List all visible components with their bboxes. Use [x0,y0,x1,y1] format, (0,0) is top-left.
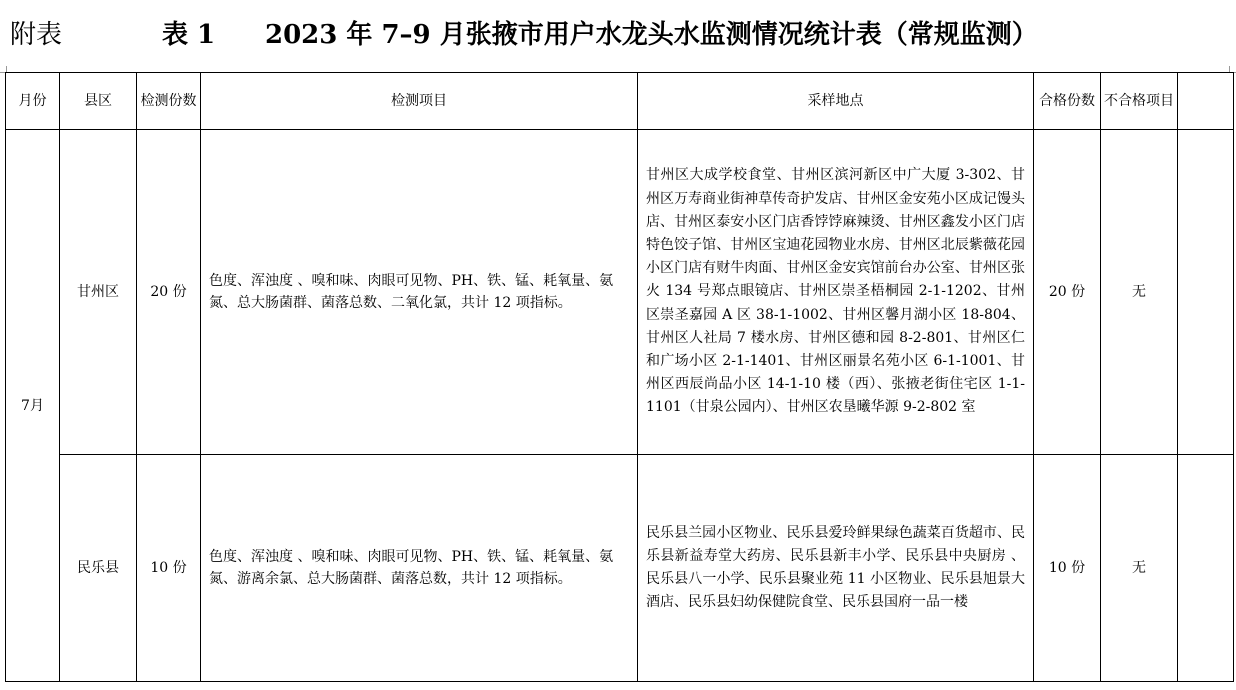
count-cell: 10 份 [137,455,201,682]
header-row [6,73,1234,130]
header-qualified: 合格份数 [1034,73,1101,130]
qualified-cell: 20 份 [1034,130,1101,455]
header-count: 检测份数 [137,73,201,130]
unqualified-cell: 无 [1101,130,1178,455]
title-bar [0,0,1236,66]
header-items: 检测项目 [201,73,638,130]
statistics-table [5,72,1234,682]
count-cell: 20 份 [137,130,201,455]
sites-cell: 民乐县兰园小区物业、民乐县爱玲鲜果绿色蔬菜百货超市、民乐县新益寿堂大药房、民乐县新丰小学、民乐县中央厨房 、民乐县八一小学、民乐县聚业苑 11 小区物业、民乐县旭景大酒店、民乐县妇幼保健院食堂、民乐县国府一品一楼 [638,455,1034,682]
items-cell: 色度、浑浊度 、嗅和味、肉眼可见物、PH、铁、锰、耗氧量、氨氮、总大肠菌群、菌落总数、二氧化氯，共计 12 项指标。 [201,130,638,455]
header-sites: 采样地点 [638,73,1034,130]
county-cell: 甘州区 [60,130,137,455]
table-row [6,455,1234,682]
extra-cell [1178,455,1234,682]
header-county: 县区 [60,73,137,130]
table-row [6,130,1234,455]
unqualified-cell: 无 [1101,455,1178,682]
month-cell: 7月 [6,130,60,682]
extra-cell [1178,130,1234,455]
page-title: 2023 年 7–9 月张掖市用户水龙头水监测情况统计表（常规监测） [265,20,1038,50]
appendix-label: 附表 [10,20,63,50]
header-month: 月份 [6,73,60,130]
table-number: 表 1 [162,20,216,50]
items-cell: 色度、浑浊度 、嗅和味、肉眼可见物、PH、铁、锰、耗氧量、氨氮、游离余氯、总大肠菌群、菌落总数，共计 12 项指标。 [201,455,638,682]
header-unqualified: 不合格项目 [1101,73,1178,130]
county-cell: 民乐县 [60,455,137,682]
header-extra [1178,73,1234,130]
qualified-cell: 10 份 [1034,455,1101,682]
sites-cell: 甘州区大成学校食堂、甘州区滨河新区中广大厦 3-302、甘州区万寿商业街神草传奇护发店、甘州区金安苑小区成记馒头店、甘州区泰安小区门店香饽饽麻辣烫、甘州区鑫发小区门店特色饺子馆、甘州区宝迪花园物业水房、甘州区北辰紫薇花园小区门店有财牛肉面、甘州区金安宾馆前台办公室、甘州区张火 134 号郑点眼镜店、甘州区崇圣梧桐园 2-1-1202、甘州区崇圣嘉园 A 区 38-1-1002、甘州区馨月湖小区 18-804、甘州区人社局 7 楼水房、甘州区德和园 8-2-801、甘州区仁和广场小区 2-1-1401、甘州区丽景名苑小区 6-1-1001、甘州区西辰尚品小区 14-1-10 楼（西）、张掖老街住宅区 1-1-1101（甘泉公园内）、甘州区农垦曦华源 9-2-802 室 [638,130,1034,455]
